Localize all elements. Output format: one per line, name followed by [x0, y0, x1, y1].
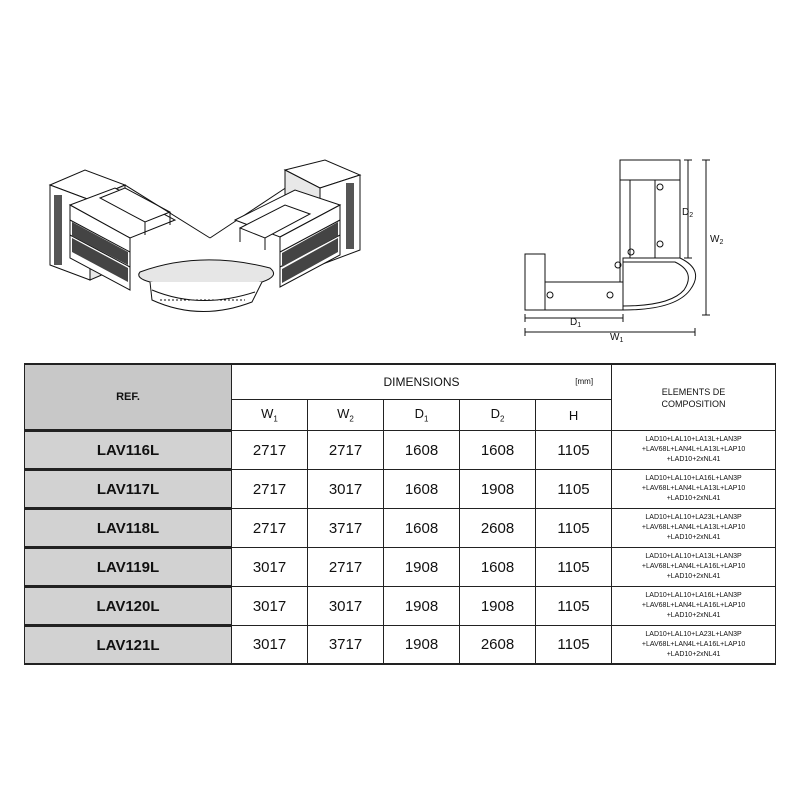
col-header-w1: $W_1$	[232, 400, 308, 431]
table-row	[25, 509, 776, 548]
d2-cell: 1908	[460, 587, 536, 626]
plan-label-d1: $D_1$	[570, 317, 582, 329]
h-cell: 1105	[536, 587, 612, 626]
ref-column-header: REF.	[25, 364, 232, 431]
composition-cell: LAD10+LAL10+LA23L+LAN3P +LAV68L+LAN4L+LA16L+LAP10 +LAD10+2xNL41	[612, 626, 776, 665]
w2-cell: 3017	[308, 470, 384, 509]
d1-cell: 1608	[384, 509, 460, 548]
d2-cell: 1608	[460, 431, 536, 470]
ref-cell: LAV119L	[25, 548, 232, 587]
dimensions-header	[232, 364, 612, 400]
w2-cell: 3017	[308, 587, 384, 626]
composition-cell: LAD10+LAL10+LA23L+LAN3P +LAV68L+LAN4L+LA13L+LAP10 +LAD10+2xNL41	[612, 509, 776, 548]
d1-cell: 1908	[384, 626, 460, 665]
w1-cell: 2717	[232, 509, 308, 548]
d2-cell: 2608	[460, 509, 536, 548]
w2-cell: 3717	[308, 626, 384, 665]
composition-cell: LAD10+LAL10+LA16L+LAN3P +LAV68L+LAN4L+LA16L+LAP10 +LAD10+2xNL41	[612, 587, 776, 626]
col-header-d2: $D_2$	[460, 400, 536, 431]
plan-label-w1: $W_1$	[610, 332, 624, 344]
col-header-w2: $W_2$	[308, 400, 384, 431]
h-cell: 1105	[536, 509, 612, 548]
w1-cell: 3017	[232, 548, 308, 587]
plan-label-w2: $W_2$	[710, 234, 724, 246]
ref-cell: LAV120L	[25, 587, 232, 626]
composition-cell: LAD10+LAL10+LA13L+LAN3P +LAV68L+LAN4L+LA13L+LAP10 +LAD10+2xNL41	[612, 431, 776, 470]
d2-cell: 1908	[460, 470, 536, 509]
table-row	[25, 587, 776, 626]
d1-cell: 1608	[384, 470, 460, 509]
w1-cell: 2717	[232, 431, 308, 470]
composition-cell: LAD10+LAL10+LA16L+LAN3P +LAV68L+LAN4L+LA13L+LAP10 +LAD10+2xNL41	[612, 470, 776, 509]
elements-column-header: ELEMENTS DE COMPOSITION	[612, 364, 776, 431]
d1-cell: 1608	[384, 431, 460, 470]
w2-cell: 2717	[308, 548, 384, 587]
plan-label-d2: $D_2$	[682, 207, 694, 219]
composition-cell: LAD10+LAL10+LA13L+LAN3P +LAV68L+LAN4L+LA16L+LAP10 +LAD10+2xNL41	[612, 548, 776, 587]
dimensions-title: DIMENSIONS	[383, 375, 460, 389]
h-cell: 1105	[536, 431, 612, 470]
h-cell: 1105	[536, 626, 612, 665]
d1-cell: 1908	[384, 548, 460, 587]
table-row	[25, 548, 776, 587]
ref-cell: LAV121L	[25, 626, 232, 665]
ref-cell: LAV116L	[25, 431, 232, 470]
dimensions-table	[24, 363, 776, 665]
desk-isometric-illustration	[40, 150, 370, 335]
table-row	[25, 626, 776, 665]
w2-cell: 2717	[308, 431, 384, 470]
d2-cell: 1608	[460, 548, 536, 587]
w1-cell: 3017	[232, 587, 308, 626]
w2-cell: 3717	[308, 509, 384, 548]
table-row	[25, 470, 776, 509]
ref-cell: LAV118L	[25, 509, 232, 548]
h-cell: 1105	[536, 548, 612, 587]
col-header-h: H	[536, 400, 612, 431]
ref-cell: LAV117L	[25, 470, 232, 509]
table-row	[25, 431, 776, 470]
col-header-d1: $D_1$	[384, 400, 460, 431]
d1-cell: 1908	[384, 587, 460, 626]
unit-label: [mm]	[575, 377, 594, 386]
w1-cell: 3017	[232, 626, 308, 665]
w1-cell: 2717	[232, 470, 308, 509]
h-cell: 1105	[536, 470, 612, 509]
desk-plan-view-diagram	[510, 150, 750, 345]
d2-cell: 2608	[460, 626, 536, 665]
